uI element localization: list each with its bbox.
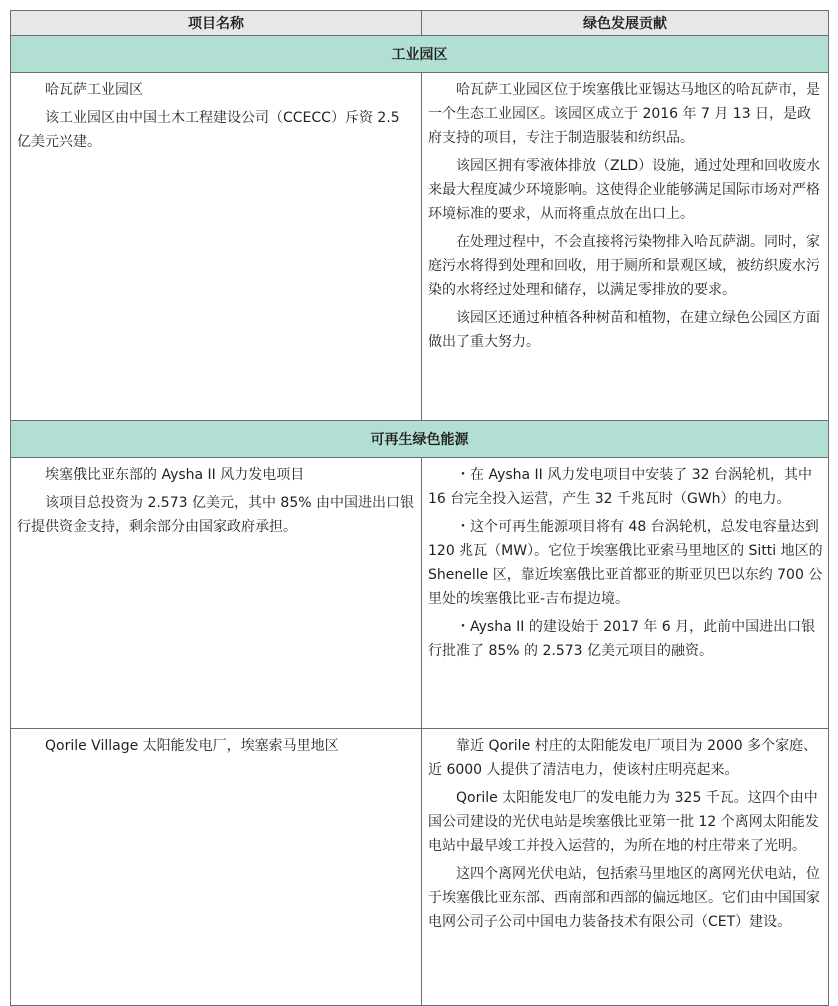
contribution-bullet: ・在 Aysha II 风力发电项目中安装了 32 台涡轮机，其中 16 台完全投入运营，产生 32 千兆瓦时（GWh）的电力。 — [428, 467, 812, 507]
section-title: 可再生绿色能源 — [11, 421, 829, 458]
contribution-cell — [422, 729, 829, 1006]
project-cell — [11, 458, 422, 729]
project-description: 该工业园区由中国土木工程建设公司（CCECC）斥资 2.5 亿美元兴建。 — [17, 110, 400, 150]
contribution-cell — [422, 458, 829, 729]
section-title: 工业园区 — [11, 36, 829, 73]
header-project-name: 项目名称 — [11, 11, 422, 36]
table-row — [11, 73, 829, 421]
section-row-industrial-parks — [11, 36, 829, 73]
table-row — [11, 729, 829, 1006]
contribution-paragraph: 该园区拥有零液体排放（ZLD）设施，通过处理和回收废水来最大程度减少环境影响。这使得企业能够满足国际市场对严格环境标准的要求，从而将重点放在出口上。 — [428, 158, 821, 222]
contribution-paragraph: 在处理过程中，不会直接将污染物排入哈瓦萨湖。同时，家庭污水将得到处理和回收，用于厕所和景观区域，被纺织废水污染的水将经过处理和储存，以满足零排放的要求。 — [428, 234, 820, 298]
contribution-bullet: ・Aysha II 的建设始于 2017 年 6 月，此前中国进出口银行批准了 85% 的 2.573 亿美元项目的融资。 — [428, 619, 816, 659]
contribution-paragraph: Qorile 太阳能发电厂的发电能力为 325 千瓦。这四个由中国公司建设的光伏电站是埃塞俄比亚第一批 12 个离网太阳能发电站中最早竣工并投入运营的，为所在地的村庄带来了光明。 — [428, 790, 819, 854]
header-green-contribution: 绿色发展贡献 — [422, 11, 829, 36]
contribution-paragraph: 该园区还通过种植各种树苗和植物，在建立绿色公园区方面做出了重大努力。 — [428, 310, 820, 350]
contribution-paragraph: 哈瓦萨工业园区位于埃塞俄比亚锡达马地区的哈瓦萨市，是一个生态工业园区。该园区成立于 2016 年 7 月 13 日，是政府支持的项目，专注于制造服装和纺织品。 — [428, 82, 820, 146]
project-cell — [11, 73, 422, 421]
project-name: 哈瓦萨工业园区 — [45, 82, 143, 98]
projects-table — [10, 10, 829, 1006]
table-header-row — [11, 11, 829, 36]
project-description: 该项目总投资为 2.573 亿美元，其中 85% 由中国进出口银行提供资金支持，剩余部分由国家政府承担。 — [17, 495, 414, 535]
contribution-cell — [422, 73, 829, 421]
project-cell — [11, 729, 422, 1006]
contribution-bullet: ・这个可再生能源项目将有 48 台涡轮机，总发电容量达到 120 兆瓦（MW）。它位于埃塞俄比亚索马里地区的 Sitti 地区的 Shenelle 区，靠近埃塞俄比亚首都亚的斯亚贝巴以东约 700 公里处的埃塞俄比亚-吉布提边境。 — [428, 519, 823, 607]
project-name: Qorile Village 太阳能发电厂，埃塞索马里地区 — [45, 738, 339, 754]
table-row — [11, 458, 829, 729]
contribution-paragraph: 靠近 Qorile 村庄的太阳能发电厂项目为 2000 多个家庭、近 6000 人提供了清洁电力，使该村庄明亮起来。 — [428, 738, 818, 778]
project-name: 埃塞俄比亚东部的 Aysha II 风力发电项目 — [45, 467, 305, 483]
section-row-renewable-energy — [11, 421, 829, 458]
contribution-paragraph: 这四个离网光伏电站，包括索马里地区的离网光伏电站，位于埃塞俄比亚东部、西南部和西部的偏远地区。它们由中国国家电网公司子公司中国电力装备技术有限公司（CET）建设。 — [428, 866, 820, 930]
